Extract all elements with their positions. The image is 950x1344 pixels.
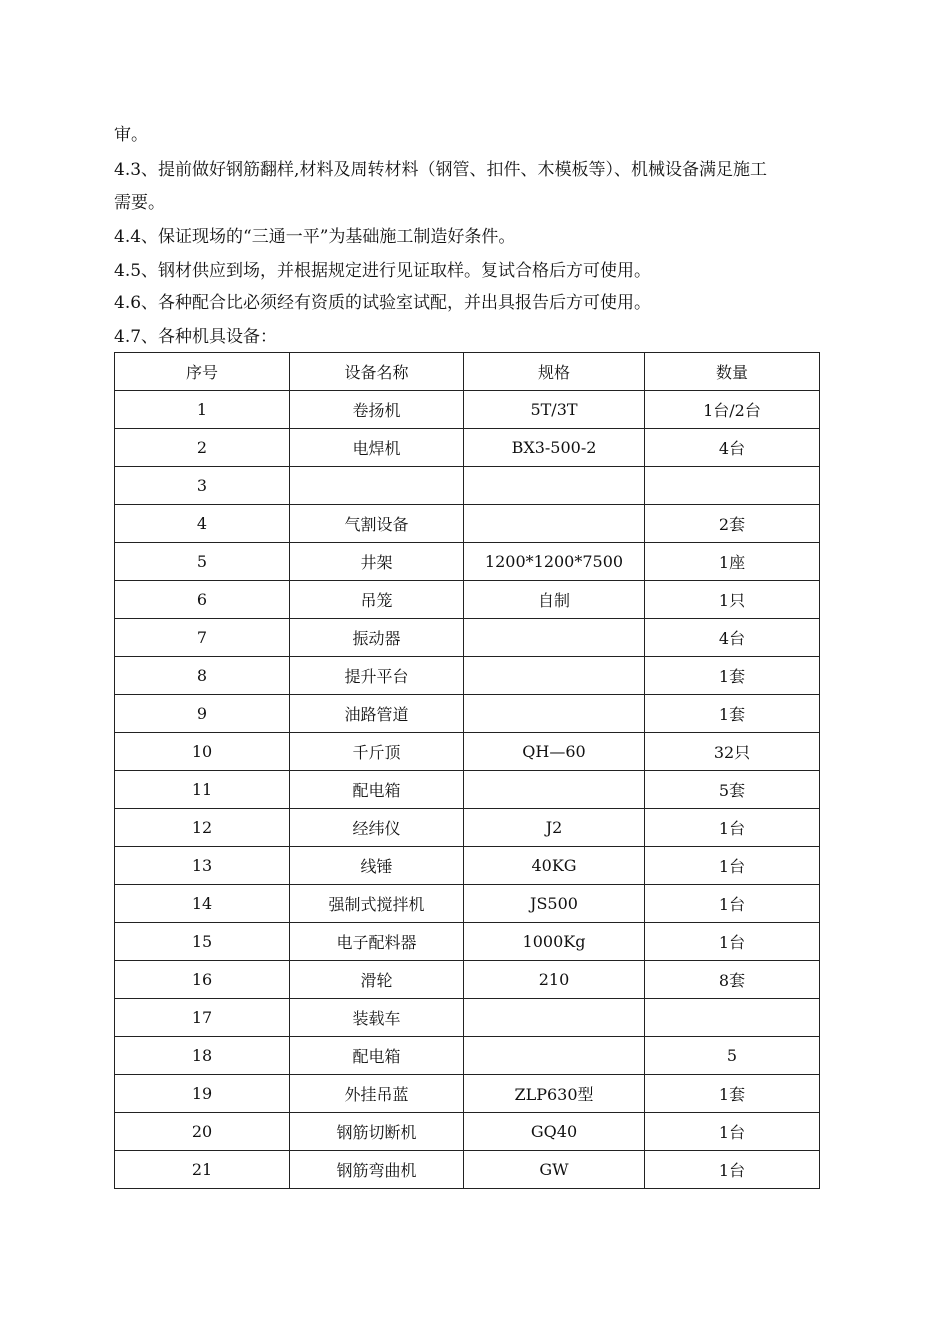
- spec-cell: [464, 619, 645, 657]
- table-header-row: [115, 353, 820, 391]
- quantity-cell: 1台: [645, 923, 820, 961]
- quantity-cell: 1台: [645, 885, 820, 923]
- index-cell: 12: [115, 809, 290, 847]
- name-cell: 千斤顶: [290, 733, 464, 771]
- table-row: [115, 619, 820, 657]
- index-cell: 16: [115, 961, 290, 999]
- spec-cell: [464, 1037, 645, 1075]
- spec-cell: [464, 771, 645, 809]
- spec-cell: QH—60: [464, 733, 645, 771]
- table-row: [115, 581, 820, 619]
- table-row: [115, 961, 820, 999]
- index-cell: 8: [115, 657, 290, 695]
- table-row: [115, 505, 820, 543]
- paragraph-4-7: 4.7、各种机具设备：: [114, 327, 278, 347]
- index-cell: 21: [115, 1151, 290, 1189]
- header-cell-spec: 规格: [464, 353, 645, 391]
- name-cell: 井架: [290, 543, 464, 581]
- table-row: [115, 543, 820, 581]
- spec-cell: BX3-500-2: [464, 429, 645, 467]
- paragraph-continuation: 审。: [114, 125, 148, 145]
- quantity-cell: 1套: [645, 695, 820, 733]
- spec-cell: 5T/3T: [464, 391, 645, 429]
- quantity-cell: 1台: [645, 847, 820, 885]
- table-row: [115, 885, 820, 923]
- name-cell: 外挂吊蓝: [290, 1075, 464, 1113]
- quantity-cell: 5套: [645, 771, 820, 809]
- index-cell: 20: [115, 1113, 290, 1151]
- quantity-cell: 1只: [645, 581, 820, 619]
- index-cell: 9: [115, 695, 290, 733]
- index-cell: 19: [115, 1075, 290, 1113]
- spec-cell: JS500: [464, 885, 645, 923]
- index-cell: 5: [115, 543, 290, 581]
- table-row: [115, 771, 820, 809]
- spec-cell: GW: [464, 1151, 645, 1189]
- name-cell: 振动器: [290, 619, 464, 657]
- index-cell: 2: [115, 429, 290, 467]
- table-row: [115, 1075, 820, 1113]
- table-row: [115, 657, 820, 695]
- table-row: [115, 1151, 820, 1189]
- quantity-cell: 1台: [645, 809, 820, 847]
- quantity-cell: 4台: [645, 429, 820, 467]
- table-row: [115, 809, 820, 847]
- name-cell: [290, 467, 464, 505]
- quantity-cell: 5: [645, 1037, 820, 1075]
- index-cell: 1: [115, 391, 290, 429]
- index-cell: 17: [115, 999, 290, 1037]
- index-cell: 10: [115, 733, 290, 771]
- index-cell: 7: [115, 619, 290, 657]
- table-row: [115, 1113, 820, 1151]
- quantity-cell: [645, 999, 820, 1037]
- spec-cell: ZLP630型: [464, 1075, 645, 1113]
- quantity-cell: [645, 467, 820, 505]
- quantity-cell: 32只: [645, 733, 820, 771]
- spec-cell: [464, 657, 645, 695]
- quantity-cell: 4台: [645, 619, 820, 657]
- spec-cell: 40KG: [464, 847, 645, 885]
- name-cell: 钢筋弯曲机: [290, 1151, 464, 1189]
- paragraph-4-4: 4.4、保证现场的“三通一平”为基础施工制造好条件。: [114, 227, 516, 247]
- table-row: [115, 391, 820, 429]
- table-body: [115, 391, 820, 1189]
- spec-cell: J2: [464, 809, 645, 847]
- spec-cell: [464, 505, 645, 543]
- quantity-cell: 1套: [645, 657, 820, 695]
- paragraph-4-5: 4.5、钢材供应到场，并根据规定进行见证取样。复试合格后方可使用。: [114, 261, 652, 281]
- name-cell: 提升平台: [290, 657, 464, 695]
- table-row: [115, 923, 820, 961]
- spec-cell: 自制: [464, 581, 645, 619]
- quantity-cell: 1台/2台: [645, 391, 820, 429]
- quantity-cell: 1台: [645, 1151, 820, 1189]
- index-cell: 13: [115, 847, 290, 885]
- spec-cell: [464, 695, 645, 733]
- quantity-cell: 2套: [645, 505, 820, 543]
- name-cell: 配电箱: [290, 771, 464, 809]
- equipment-table: [114, 352, 820, 1189]
- spec-cell: [464, 999, 645, 1037]
- table-row: [115, 1037, 820, 1075]
- paragraph-4-3: 4.3、提前做好钢筋翻样,材料及周转材料（钢管、扣件、木模板等）、机械设备满足施工: [114, 160, 767, 180]
- name-cell: 配电箱: [290, 1037, 464, 1075]
- paragraph-4-6: 4.6、各种配合比必须经有资质的试验室试配，并出具报告后方可使用。: [114, 293, 652, 313]
- name-cell: 卷扬机: [290, 391, 464, 429]
- paragraph-4-3-continued: 需要。: [114, 193, 165, 213]
- header-cell-name: 设备名称: [290, 353, 464, 391]
- spec-cell: 1200*1200*7500: [464, 543, 645, 581]
- name-cell: 钢筋切断机: [290, 1113, 464, 1151]
- index-cell: 4: [115, 505, 290, 543]
- table-row: [115, 429, 820, 467]
- index-cell: 11: [115, 771, 290, 809]
- spec-cell: 210: [464, 961, 645, 999]
- name-cell: 装载车: [290, 999, 464, 1037]
- table-row: [115, 467, 820, 505]
- table-row: [115, 695, 820, 733]
- table-row: [115, 847, 820, 885]
- name-cell: 经纬仪: [290, 809, 464, 847]
- table-row: [115, 733, 820, 771]
- name-cell: 吊笼: [290, 581, 464, 619]
- index-cell: 15: [115, 923, 290, 961]
- quantity-cell: 8套: [645, 961, 820, 999]
- index-cell: 3: [115, 467, 290, 505]
- name-cell: 气割设备: [290, 505, 464, 543]
- name-cell: 电焊机: [290, 429, 464, 467]
- quantity-cell: 1台: [645, 1113, 820, 1151]
- index-cell: 14: [115, 885, 290, 923]
- index-cell: 18: [115, 1037, 290, 1075]
- name-cell: 强制式搅拌机: [290, 885, 464, 923]
- table-row: [115, 999, 820, 1037]
- spec-cell: GQ40: [464, 1113, 645, 1151]
- name-cell: 滑轮: [290, 961, 464, 999]
- header-cell-index: 序号: [115, 353, 290, 391]
- spec-cell: 1000Kg: [464, 923, 645, 961]
- quantity-cell: 1座: [645, 543, 820, 581]
- name-cell: 油路管道: [290, 695, 464, 733]
- index-cell: 6: [115, 581, 290, 619]
- spec-cell: [464, 467, 645, 505]
- header-cell-quantity: 数量: [645, 353, 820, 391]
- name-cell: 电子配料器: [290, 923, 464, 961]
- quantity-cell: 1套: [645, 1075, 820, 1113]
- name-cell: 线锤: [290, 847, 464, 885]
